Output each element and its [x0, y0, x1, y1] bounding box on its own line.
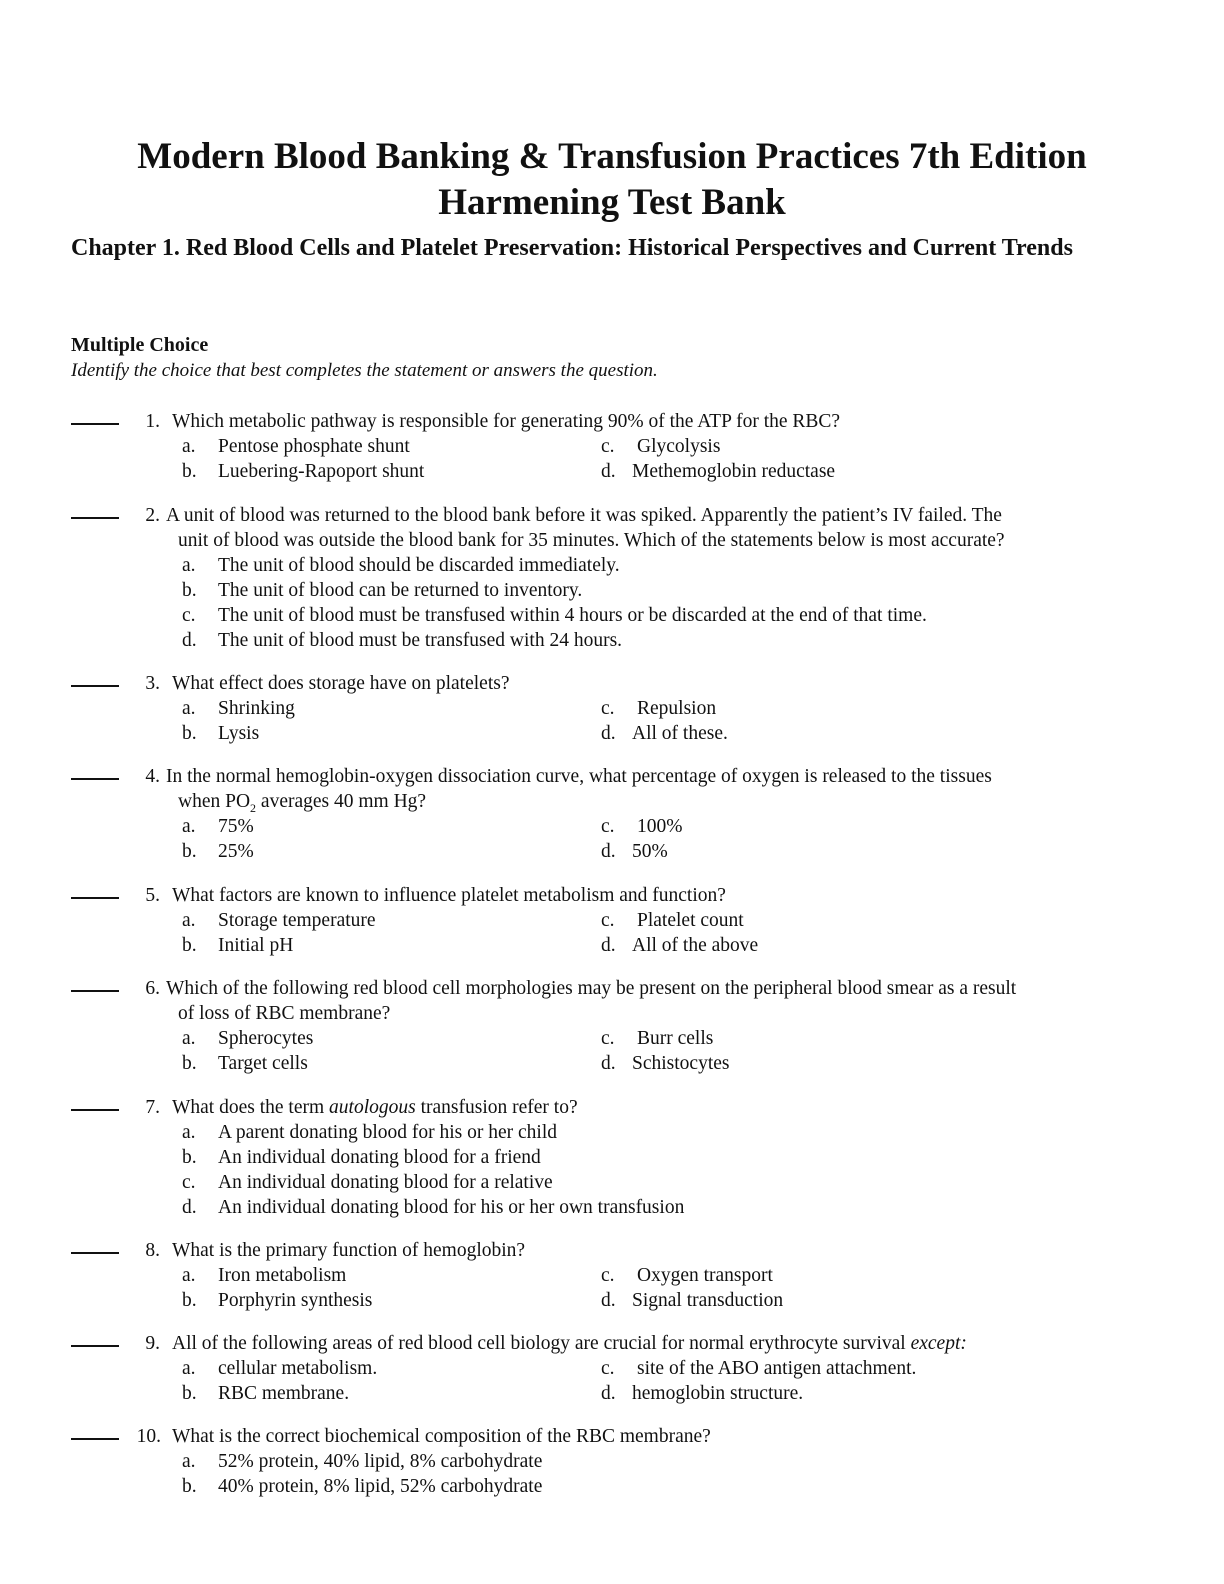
option-a: a. The unit of blood should be discarded immediately.	[182, 555, 620, 576]
answer-blank[interactable]	[71, 685, 119, 687]
option-a: a. Shrinking	[182, 698, 295, 719]
option-b: b. The unit of blood can be returned to inventory.	[182, 580, 583, 601]
option-b: b. RBC membrane.	[182, 1383, 350, 1404]
document-title	[0, 134, 1224, 226]
option-c: c. Platelet count	[601, 910, 744, 931]
option-c: c. Burr cells	[601, 1028, 714, 1049]
question-text: What is the correct biochemical composition of the RBC membrane?	[172, 1426, 711, 1447]
question-number: 7.	[145, 1097, 160, 1118]
question-text-line-1: Which of the following red blood cell morphologies may be present on the peripheral blood smear as a result	[166, 978, 1017, 999]
option-d: d. 50%	[601, 841, 668, 862]
question-number: 2.	[145, 505, 160, 526]
question-text: What effect does storage have on platelets?	[172, 673, 510, 694]
option-a: a. 52% protein, 40% lipid, 8% carbohydrate	[182, 1451, 543, 1472]
question-text: Which metabolic pathway is responsible for generating 90% of the ATP for the RBC?	[172, 411, 841, 432]
option-b: b. Luebering-Rapoport shunt	[182, 461, 425, 482]
option-d: d. All of these.	[601, 723, 728, 744]
option-d: d. hemoglobin structure.	[601, 1383, 804, 1404]
option-b: b. 40% protein, 8% lipid, 52% carbohydrate	[182, 1476, 543, 1497]
answer-blank[interactable]	[71, 778, 119, 780]
option-a: a. Iron metabolism	[182, 1265, 347, 1286]
option-d: d. An individual donating blood for his or her own transfusion	[182, 1197, 685, 1218]
option-c: c. Oxygen transport	[601, 1265, 773, 1286]
question-number: 1.	[145, 411, 160, 432]
question-text-line-2: when $PO_2$ averages 40 mm Hg?	[178, 791, 427, 815]
question-number: 10.	[136, 1426, 161, 1447]
answer-blank[interactable]	[71, 897, 119, 899]
answer-blank[interactable]	[71, 1252, 119, 1254]
option-c: c. Repulsion	[601, 698, 717, 719]
question-number: 5.	[145, 885, 160, 906]
title-line-2: Harmening Test Bank	[438, 182, 786, 223]
answer-blank[interactable]	[71, 517, 119, 519]
option-d: d. All of the above	[601, 935, 759, 956]
option-a: a. cellular metabolism.	[182, 1358, 378, 1379]
option-a: a. Storage temperature	[182, 910, 376, 931]
answer-blank[interactable]	[71, 1109, 119, 1111]
option-c: c. Glycolysis	[601, 436, 721, 457]
option-b: b. Initial pH	[182, 935, 294, 956]
option-c: c. site of the ABO antigen attachment.	[601, 1358, 917, 1379]
answer-blank[interactable]	[71, 1345, 119, 1347]
question-text-line-1: A unit of blood was returned to the blood bank before it was spiked. Apparently the patient’s IV failed. The	[166, 505, 1002, 526]
question-text: All of the following areas of red blood cell biology are crucial for normal erythrocyte survival except:	[172, 1333, 967, 1354]
section-heading: Multiple Choice	[71, 334, 209, 356]
question-text-line-2: of loss of RBC membrane?	[178, 1003, 391, 1024]
question-number: 8.	[145, 1240, 160, 1261]
option-d: d. The unit of blood must be transfused with 24 hours.	[182, 630, 623, 651]
option-c: c. The unit of blood must be transfused within 4 hours or be discarded at the end of that time.	[182, 605, 927, 626]
option-a: a. Spherocytes	[182, 1028, 314, 1049]
option-d: d. Methemoglobin reductase	[601, 461, 836, 482]
option-c: c. 100%	[601, 816, 683, 837]
option-d: d. Schistocytes	[601, 1053, 730, 1074]
option-b: b. Lysis	[182, 723, 260, 744]
question-number: 9.	[145, 1333, 160, 1354]
answer-blank[interactable]	[71, 990, 119, 992]
question-text: What is the primary function of hemoglobin?	[172, 1240, 526, 1261]
option-b: b. Target cells	[182, 1053, 308, 1074]
question-text: What does the term autologous transfusion refer to?	[172, 1097, 578, 1118]
option-d: d. Signal transduction	[601, 1290, 784, 1311]
instructions: Identify the choice that best completes the statement or answers the question.	[71, 360, 658, 381]
option-a: a. 75%	[182, 816, 254, 837]
title-line-1: Modern Blood Banking & Transfusion Practices 7th Edition	[137, 136, 1087, 177]
option-c: c. An individual donating blood for a relative	[182, 1172, 553, 1193]
option-b: b. Porphyrin synthesis	[182, 1290, 373, 1311]
question-text: What factors are known to influence platelet metabolism and function?	[172, 885, 726, 906]
question-text-line-1: In the normal hemoglobin-oxygen dissociation curve, what percentage of oxygen is released to the tissues	[166, 766, 992, 787]
option-b: b. An individual donating blood for a friend	[182, 1147, 541, 1168]
option-a: a. A parent donating blood for his or her child	[182, 1122, 558, 1143]
question-number: 4.	[145, 766, 160, 787]
option-a: a. Pentose phosphate shunt	[182, 436, 410, 457]
question-number: 3.	[145, 673, 160, 694]
answer-blank[interactable]	[71, 423, 119, 425]
answer-blank[interactable]	[71, 1438, 119, 1440]
question-text-line-2: unit of blood was outside the blood bank for 35 minutes. Which of the statements below is most accurate?	[178, 530, 1005, 551]
chapter-heading: Chapter 1. Red Blood Cells and Platelet Preservation: Historical Perspectives and Current Trends	[71, 235, 1073, 261]
question-number: 6.	[145, 978, 160, 999]
option-b: b. 25%	[182, 841, 254, 862]
